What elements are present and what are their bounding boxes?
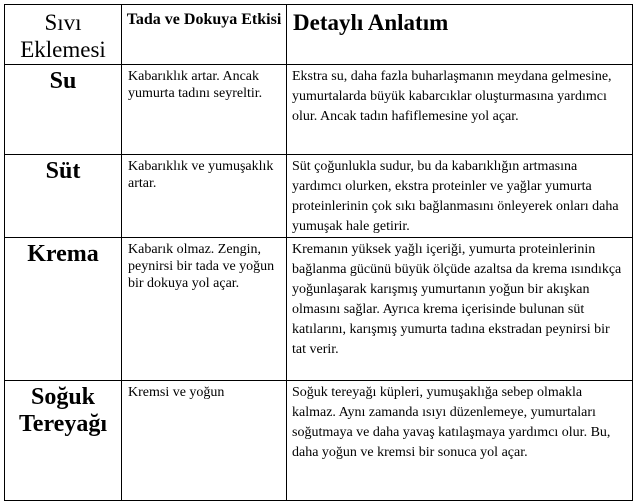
row-detail-text: Ekstra su, daha fazla buharlaşmanın meydana gelmesine, yumurtalarda büyük kabarcıklar oluşturmasına yardımcı olur. Ancak tadın hafiflemesine yol açar. (292, 69, 612, 124)
row-detail-text: Soğuk tereyağı küpleri, yumuşaklığa sebep olmakla kalmaz. Aynı zamanda ısıyı düzenlemeye, yumurtaları soğutmaya ve daha yavaş katılaşmaya yardımcı olur. Bu, daha yoğun ve kremsi bir sonuca yol açar. (292, 385, 611, 460)
row-effect-text: Kabarıklık ve yumuşaklık artar. (128, 159, 274, 191)
header-liquid-cell (5, 5, 122, 65)
row-liquid-label: Su (49, 68, 77, 94)
row-detail-text: Süt çoğunlukla sudur, bu da kabarıklığın artmasına yardımcı olurken, ekstra proteinler ve yağlar yumurta proteinlerinin çok sıkı bağlanmasını önleyerek onları daha yumuşak hale getirir. (292, 159, 619, 234)
header-effect-cell (122, 5, 287, 65)
header-detail: Detaylı Anlatım (293, 10, 449, 35)
row-detail-text: Kremanın yüksek yağlı içeriği, yumurta proteinlerinin bağlanma gücünü büyük ölçüde azaltsa da krema ısındıkça yoğunlaşarak karışmış yumurtanın yoğun bir akışkan olmasını sağlar. Ayrıca krema içerisinde bulunan süt katılarını, karışmış yumurta tadına ekstradan peynirsi bir tat verir. (292, 242, 622, 357)
liquid-effects-table (4, 4, 633, 501)
row-effect-text: Kabarıklık artar. Ancak yumurta tadını seyreltir. (128, 69, 263, 101)
row-liquid-label: Soğuk Tereyağı (19, 384, 107, 437)
row-effect-text: Kabarık olmaz. Zengin, peynirsi bir tada ve yoğun bir dokuya yol açar. (128, 242, 275, 291)
row-liquid-label: Süt (45, 158, 81, 184)
table-row (5, 238, 633, 381)
table-row (5, 65, 633, 155)
header-liquid: Sıvı Eklemesi (20, 10, 106, 62)
header-row (5, 5, 633, 65)
header-effect: Tada ve Dokuya Etkisi (126, 11, 282, 28)
row-liquid-label: Krema (27, 241, 99, 267)
table-row (5, 381, 633, 501)
row-effect-text: Kremsi ve yoğun (128, 385, 225, 400)
table-row (5, 155, 633, 238)
header-detail-cell (287, 5, 633, 65)
